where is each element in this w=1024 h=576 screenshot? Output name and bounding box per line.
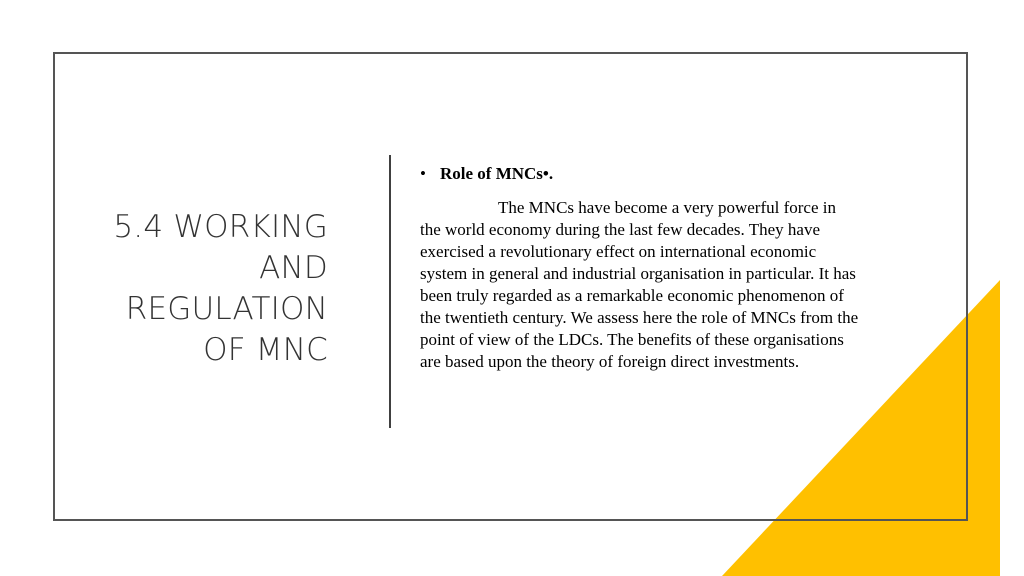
bullet-heading-text: Role of MNCs•. — [440, 164, 554, 183]
bullet-heading — [420, 163, 860, 185]
vertical-divider — [389, 155, 391, 428]
body-paragraph: The MNCs have become a very powerful force in the world economy during the last few decades. They have exercised a revolutionary effect on international economic system in general and industrial organisation in particular. It has been truly regarded as a remarkable economic phenomenon of the twentieth century. We assess here the role of MNCs from the point of view of the LDCs. The benefits of these organisations are based upon the theory of foreign direct investments. — [420, 198, 859, 371]
bullet-marker: • — [420, 164, 426, 183]
content-area — [420, 163, 860, 373]
slide-title: 5.4 WORKING AND REGULATION OF MNC — [113, 209, 328, 368]
